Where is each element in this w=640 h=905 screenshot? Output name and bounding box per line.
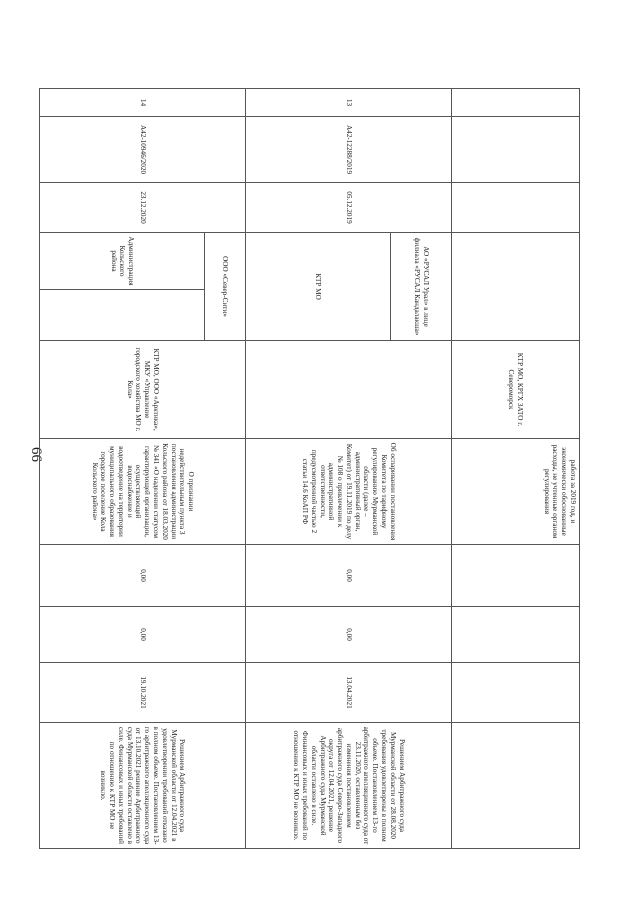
cell-num: 14	[40, 89, 246, 117]
table-row	[246, 89, 452, 849]
cell-plaintiff: ООО «Север-Сити»	[204, 233, 245, 340]
cell-result: Решением Арбитражного суда Мурманской области от 28.08.2020 требования удовлетворены в полном объеме. Постановлением 13-го арбитражного апелляционного суда от 23.11.2020, оставленным без изменения постановлением арбитражного суда Северо-Западного округа от 12.04.2021, решение Арбитражного суда Мурманской области оставлено в силе. Финансовых и иных требований по отношению к КТР МО не возникло.	[246, 723, 452, 849]
table-row	[452, 89, 580, 849]
cell-plaintiff: АО «РУСАЛ Урал» в лице филиала «РУСАЛ Кандалакша»	[390, 233, 451, 340]
page-number: 66	[28, 447, 44, 462]
cell-sum2: 0,00	[40, 607, 246, 663]
cell-sum1: 0,00	[246, 545, 452, 607]
court-cases-table	[39, 88, 580, 849]
cell-decision-date: 19.10.2021	[40, 663, 246, 723]
cell-subject: работа за 2019 год, и экономически обоснованные расходы, не учтенные органом регулирования	[452, 439, 580, 545]
cell-subject: О признании недействительным пункта 3 постановления администрации Кольского района от 18.03.2020 № 341 «О наделении статусом гарантирующей организации, осуществляющей водоснабжение и водоотведение на территории муниципального образования городское поселение Кола Кольского района»	[40, 439, 246, 545]
cell-defendant: КТР МО	[314, 273, 323, 300]
cell-sum2: 0,00	[246, 607, 452, 663]
table-row	[40, 89, 246, 849]
cell-parties: КТР МО, КРГХ ЗАТО г. Североморск	[452, 341, 580, 439]
cell-third-party: Администрация Кольского района	[40, 233, 204, 290]
cell-defendant: КТР МО, ООО «Арктика», МКУ «Управление городского хозяйства МО г. Кола»	[40, 341, 246, 439]
cell-num: 13	[246, 89, 452, 117]
cell-date: 23.12.2020	[40, 183, 246, 233]
cell-case: А42-12288/2019	[246, 117, 452, 183]
cell-subject: Об оспаривании постановления Комитета по тарифному регулированию Мурманской области (далее – административный орган, Комитет) от 19.11.2019 по делу № 108 о привлечении к административной ответственности, предусмотренной частью 2 статьи 14.6 КоАП РФ	[246, 439, 452, 545]
cell-result: Решением Арбитражного суда Мурманской области от 12.04.2021 в удовлетворении требований отказано в полном объеме. Постановлением 13-го арбитражного апелляционного суда от 13.10.2021 решение Арбитражного суда Мурманской области оставлено в силе. Финансовых и иных требований по отношению к КТР МО не возникло.	[40, 723, 246, 849]
cell-date: 05.12.2019	[246, 183, 452, 233]
cell-sum1: 0,00	[40, 545, 246, 607]
cell-decision-date: 13.04.2021	[246, 663, 452, 723]
cell-case: А42-10946/2020	[40, 117, 246, 183]
